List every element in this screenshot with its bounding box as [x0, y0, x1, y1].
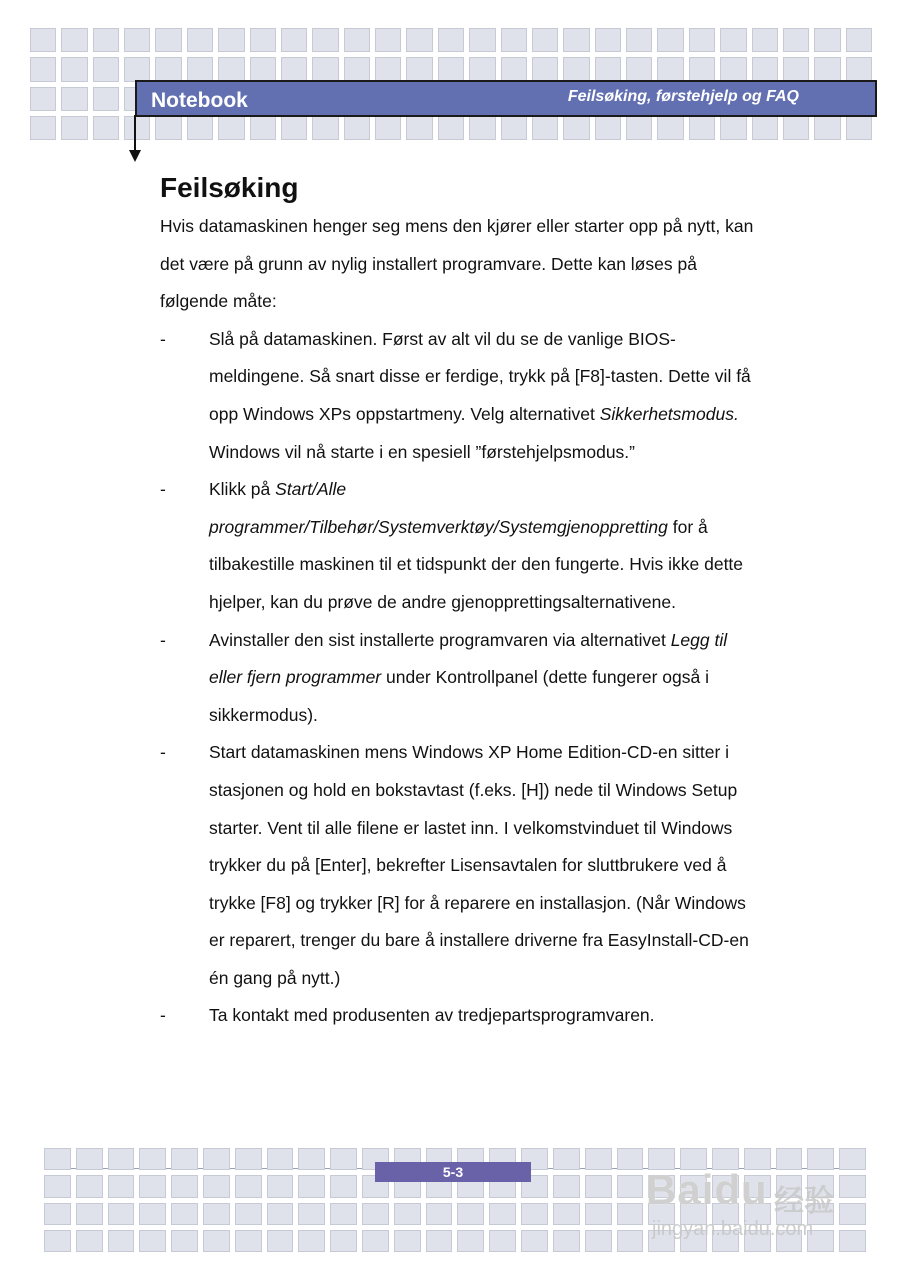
- grid-square: [720, 116, 746, 140]
- watermark-cn: 经验: [774, 1185, 834, 1218]
- list-item-text-part: under Kontrollpanel (dette fungerer også i sikkermodus).: [209, 667, 709, 725]
- grid-square: [617, 1175, 644, 1197]
- list-item-emphasis: Start/Alle programmer/Tilbehør/Systemverktøy/Systemgjenoppretting: [209, 479, 668, 537]
- grid-square: [30, 28, 56, 52]
- grid-square: [330, 1203, 357, 1225]
- list-item-text: [209, 997, 760, 1035]
- grid-square: [61, 57, 87, 81]
- grid-square: [155, 28, 181, 52]
- grid-square: [155, 57, 181, 81]
- watermark-url: jingyan.baidu.com: [652, 1218, 814, 1240]
- list-item-text-part: Start datamaskinen mens Windows XP Home Edition-CD-en sitter i stasjonen og hold en bokstavtast (f.eks. [H]) nede til Windows Setup starter. Vent til alle filene er lastet inn. I velkomstvinduet til Windows trykker du på [Enter], bekrefter Lisensavtalen for sluttbrukere ved å trykke [F8] og trykker [R] for å reparere en installasjon. (Når Windows er reparert, trenger du bare å installere driverne fra EasyInstall-CD-en én gang på nytt.): [209, 742, 749, 988]
- grid-square: [585, 1203, 612, 1225]
- grid-square: [846, 57, 872, 81]
- grid-square: [171, 1203, 198, 1225]
- grid-square: [187, 116, 213, 140]
- list-item-text: [209, 471, 760, 621]
- list-item-text: [209, 321, 760, 471]
- grid-square: [93, 57, 119, 81]
- grid-square: [521, 1230, 548, 1252]
- grid-square: [752, 28, 778, 52]
- grid-square: [626, 57, 652, 81]
- grid-square: [720, 57, 746, 81]
- grid-square: [457, 1230, 484, 1252]
- grid-square: [108, 1203, 135, 1225]
- grid-square: [585, 1175, 612, 1197]
- grid-square: [489, 1203, 516, 1225]
- grid-square: [375, 57, 401, 81]
- grid-square: [344, 28, 370, 52]
- grid-square: [76, 1203, 103, 1225]
- grid-square: [235, 1175, 262, 1197]
- grid-square: [298, 1203, 325, 1225]
- grid-square: [617, 1230, 644, 1252]
- grid-square: [563, 57, 589, 81]
- header-product-label: Notebook: [151, 89, 248, 112]
- grid-square: [108, 1175, 135, 1197]
- grid-square: [76, 1175, 103, 1197]
- grid-square: [61, 116, 87, 140]
- list-item-emphasis: Sikkerhetsmodus.: [599, 403, 739, 424]
- list-item-text-part: Avinstaller den sist installerte programvaren via alternativet: [209, 629, 671, 650]
- grid-square: [375, 116, 401, 140]
- arrow-down-icon: [129, 150, 141, 162]
- bullet-dash: -: [160, 1005, 166, 1026]
- grid-square: [814, 116, 840, 140]
- grid-square: [563, 116, 589, 140]
- grid-square: [203, 1148, 230, 1170]
- grid-square: [406, 116, 432, 140]
- grid-square: [783, 28, 809, 52]
- grid-square: [281, 116, 307, 140]
- grid-square: [783, 57, 809, 81]
- grid-square: [298, 1175, 325, 1197]
- grid-square: [281, 28, 307, 52]
- grid-square: [171, 1148, 198, 1170]
- grid-square: [267, 1230, 294, 1252]
- grid-square: [657, 28, 683, 52]
- grid-square: [30, 57, 56, 81]
- grid-square: [426, 1203, 453, 1225]
- grid-square: [689, 57, 715, 81]
- grid-square: [139, 1203, 166, 1225]
- list-item-text-part: for å tilbakestille maskinen til et tidspunkt der den fungerte. Hvis ikke dette hjelper, kan du prøve de andre gjenopprettingsalternativene.: [209, 516, 744, 612]
- grid-square: [267, 1203, 294, 1225]
- grid-square: [657, 57, 683, 81]
- grid-square: [344, 116, 370, 140]
- grid-square: [139, 1148, 166, 1170]
- grid-square: [235, 1203, 262, 1225]
- grid-square: [108, 1148, 135, 1170]
- grid-square: [814, 57, 840, 81]
- grid-square: [553, 1175, 580, 1197]
- grid-square: [752, 116, 778, 140]
- grid-square: [626, 116, 652, 140]
- header-banner: [135, 80, 877, 117]
- grid-square: [312, 57, 338, 81]
- grid-square: [250, 28, 276, 52]
- grid-square: [585, 1230, 612, 1252]
- grid-square: [657, 116, 683, 140]
- grid-square: [312, 116, 338, 140]
- grid-square: [171, 1230, 198, 1252]
- grid-square: [595, 28, 621, 52]
- list-item: [160, 622, 760, 735]
- grid-square: [344, 57, 370, 81]
- grid-square: [595, 116, 621, 140]
- grid-square: [438, 28, 464, 52]
- list-item: [160, 471, 760, 621]
- grid-square: [783, 116, 809, 140]
- grid-square: [218, 57, 244, 81]
- grid-square: [93, 116, 119, 140]
- grid-square: [124, 28, 150, 52]
- grid-square: [44, 1230, 71, 1252]
- grid-square: [406, 57, 432, 81]
- grid-square: [108, 1230, 135, 1252]
- bullet-dash: -: [160, 629, 166, 650]
- grid-square: [267, 1175, 294, 1197]
- grid-square: [171, 1175, 198, 1197]
- grid-square: [469, 57, 495, 81]
- grid-square: [298, 1148, 325, 1170]
- grid-square: [267, 1148, 294, 1170]
- grid-square: [362, 1230, 389, 1252]
- page-number: 5-3: [375, 1162, 531, 1182]
- grid-square: [155, 116, 181, 140]
- grid-square: [553, 1230, 580, 1252]
- grid-square: [469, 116, 495, 140]
- grid-square: [218, 28, 244, 52]
- grid-square: [689, 28, 715, 52]
- grid-square: [532, 116, 558, 140]
- list-item-emphasis: Legg til eller fjern programmer: [209, 629, 728, 688]
- watermark: [646, 1160, 866, 1250]
- grid-square: [330, 1175, 357, 1197]
- list-item-text-part: Klikk på: [209, 479, 276, 500]
- grid-square: [61, 28, 87, 52]
- grid-square: [218, 116, 244, 140]
- grid-square: [250, 116, 276, 140]
- grid-square: [281, 57, 307, 81]
- grid-square: [438, 57, 464, 81]
- grid-square: [585, 1148, 612, 1170]
- grid-square: [76, 1230, 103, 1252]
- grid-square: [93, 28, 119, 52]
- header-chapter-label: Feilsøking, førstehjelp og FAQ: [567, 88, 799, 105]
- grid-square: [521, 1203, 548, 1225]
- grid-square: [394, 1203, 421, 1225]
- grid-square: [394, 1230, 421, 1252]
- grid-square: [30, 87, 56, 111]
- grid-square: [406, 28, 432, 52]
- list-item: [160, 997, 760, 1035]
- grid-square: [44, 1203, 71, 1225]
- bullet-dash: -: [160, 742, 166, 763]
- grid-square: [438, 116, 464, 140]
- list-item-text: [209, 622, 760, 735]
- grid-square: [203, 1230, 230, 1252]
- grid-square: [626, 28, 652, 52]
- intro-paragraph: Hvis datamaskinen henger seg mens den kjører eller starter opp på nytt, kan det være på grunn av nylig installert programvare. Dette kan løses på følgende måte:: [160, 216, 754, 312]
- list-item-text-part: Slå på datamaskinen. Først av alt vil du se de vanlige BIOS-meldingene. Så snart disse er ferdige, trykk på [F8]-tasten. Dette vil få opp Windows XPs oppstartmeny. Velg alternativet: [209, 328, 751, 424]
- grid-square: [469, 28, 495, 52]
- grid-square: [752, 57, 778, 81]
- list-item-text-part: Windows vil nå starte i en spesiell ”førstehjelpsmodus.”: [209, 441, 635, 462]
- section-title: Feilsøking: [160, 172, 299, 203]
- grid-square: [375, 28, 401, 52]
- grid-square: [489, 1230, 516, 1252]
- grid-square: [553, 1203, 580, 1225]
- grid-square: [235, 1230, 262, 1252]
- grid-square: [362, 1203, 389, 1225]
- grid-square: [617, 1148, 644, 1170]
- grid-square: [532, 57, 558, 81]
- arrow-down-icon-stem: [134, 115, 136, 151]
- grid-square: [30, 116, 56, 140]
- grid-square: [720, 28, 746, 52]
- grid-square: [312, 28, 338, 52]
- grid-square: [250, 57, 276, 81]
- grid-square: [124, 57, 150, 81]
- grid-square: [457, 1203, 484, 1225]
- grid-square: [44, 1148, 71, 1170]
- grid-square: [595, 57, 621, 81]
- grid-square: [563, 28, 589, 52]
- list-item-text-part: Ta kontakt med produsenten av tredjepartsprogramvaren.: [209, 1005, 655, 1026]
- list-item-text: [209, 734, 760, 997]
- main-content: [160, 170, 760, 1035]
- grid-square: [553, 1148, 580, 1170]
- grid-square: [203, 1175, 230, 1197]
- grid-square: [93, 87, 119, 111]
- grid-square: [203, 1203, 230, 1225]
- grid-square: [139, 1175, 166, 1197]
- grid-square: [235, 1148, 262, 1170]
- grid-square: [76, 1148, 103, 1170]
- grid-square: [532, 28, 558, 52]
- grid-square: [501, 116, 527, 140]
- grid-square: [814, 28, 840, 52]
- grid-square: [426, 1230, 453, 1252]
- grid-square: [139, 1230, 166, 1252]
- grid-square: [846, 28, 872, 52]
- grid-square: [846, 116, 872, 140]
- list-item: [160, 321, 760, 471]
- grid-square: [330, 1148, 357, 1170]
- grid-square: [617, 1203, 644, 1225]
- grid-square: [501, 28, 527, 52]
- grid-square: [44, 1175, 71, 1197]
- grid-square: [298, 1230, 325, 1252]
- bullet-dash: -: [160, 328, 166, 349]
- bullet-dash: -: [160, 479, 166, 500]
- list-item: [160, 734, 760, 997]
- grid-square: [689, 116, 715, 140]
- grid-square: [501, 57, 527, 81]
- grid-square: [330, 1230, 357, 1252]
- grid-square: [187, 57, 213, 81]
- watermark-logo: Baidu: [646, 1166, 768, 1213]
- grid-square: [61, 87, 87, 111]
- grid-square: [187, 28, 213, 52]
- grid-square: [124, 116, 150, 140]
